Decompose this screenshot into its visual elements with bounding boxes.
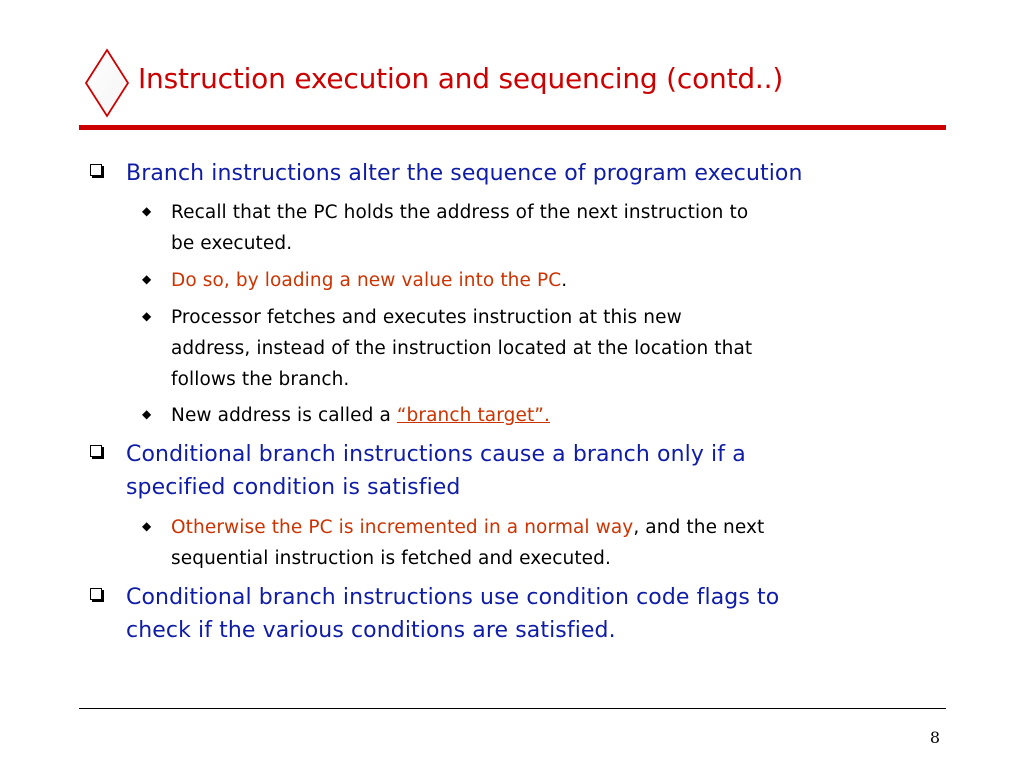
highlighted-text: Otherwise the PC is incremented in a normal way <box>171 517 634 538</box>
branch-target-link[interactable]: “branch target”. <box>396 405 550 426</box>
bullet-line: Conditional branch instructions use condition code flags to <box>126 585 780 610</box>
title-divider <box>79 125 946 130</box>
bullet-line: check if the various conditions are satisfied. <box>126 618 616 643</box>
sub-bullet-line: sequential instruction is fetched and executed. <box>171 548 611 569</box>
slide-title: Instruction execution and sequencing (contd..) <box>138 62 784 95</box>
sub-bullet-line: Recall that the PC holds the address of the next instruction to <box>171 202 749 223</box>
sub-bullet-line: be executed. <box>171 233 293 254</box>
sub-bullet-tail: , and the next <box>633 517 765 538</box>
square-bullet-icon <box>90 588 102 600</box>
diamond-bullet-icon: ◆ <box>142 519 152 533</box>
diamond-bullet-icon: ◆ <box>142 204 152 218</box>
bullet-line: specified condition is satisfied <box>126 475 461 500</box>
sub-bullet-line: address, instead of the instruction located at the location that <box>171 338 753 359</box>
diamond-bullet-icon: ◆ <box>142 407 152 421</box>
sub-bullet-prefix: New address is called a <box>171 405 397 426</box>
diamond-bullet-icon: ◆ <box>142 272 152 286</box>
page-number: 8 <box>929 728 940 747</box>
diamond-logo-icon <box>84 48 130 118</box>
square-bullet-icon <box>90 445 102 457</box>
sub-bullet-line: follows the branch. <box>171 369 350 390</box>
sub-bullet-tail: . <box>561 270 568 291</box>
footer-divider <box>79 708 946 709</box>
bullet-line: Conditional branch instructions cause a branch only if a <box>126 442 746 467</box>
bullet-text: Branch instructions alter the sequence of program execution <box>126 161 803 186</box>
sub-bullet-line: Processor fetches and executes instruction at this new <box>171 307 682 328</box>
highlighted-text: Do so, by loading a new value into the PC <box>171 270 562 291</box>
square-bullet-icon <box>90 164 102 176</box>
diamond-bullet-icon: ◆ <box>142 309 152 323</box>
